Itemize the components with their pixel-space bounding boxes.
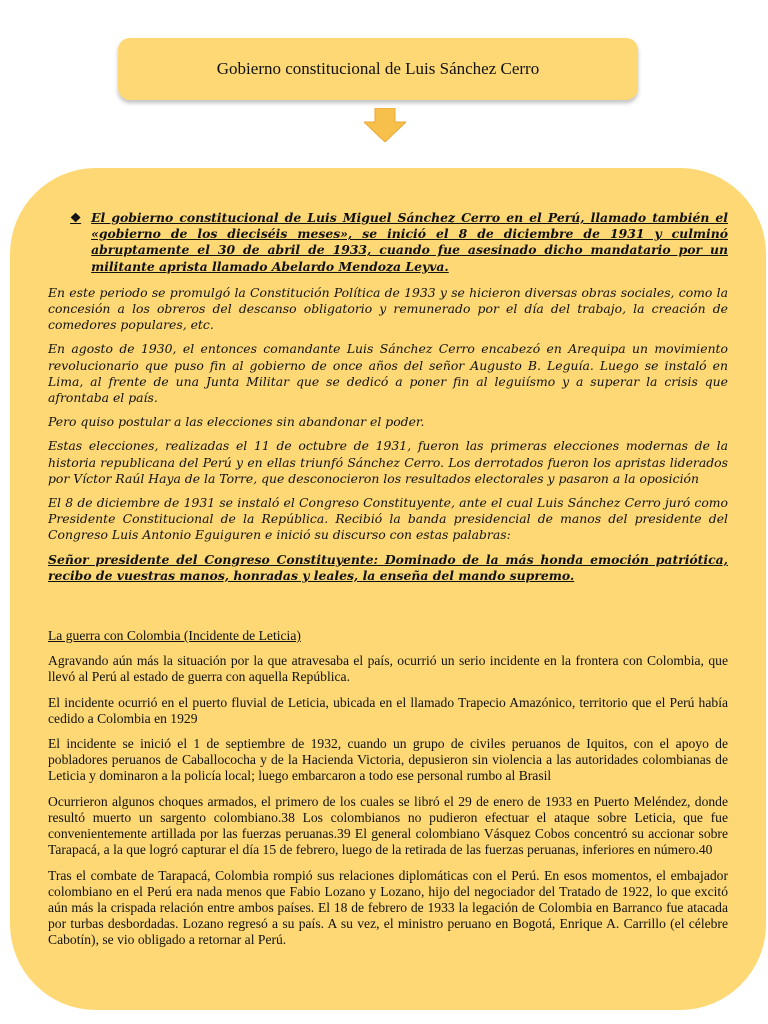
quote: Señor presidente del Congreso Constituyente: Dominado de la más honda emoción patriótica, recibo de vuestras manos, honradas y leales, la enseña del mando supremo. <box>48 551 728 583</box>
paragraph: Estas elecciones, realizadas el 11 de octubre de 1931, fueron las primeras elecciones modernas de la historia republicana del Perú y en ellas triunfó Sánchez Cerro. Los derrotados fueron los apristas liderados por Víctor Raúl Haya de la Torre, que desconocieron los resultados electorales y pasaron a la oposición <box>48 438 728 486</box>
section-paragraph: El incidente ocurrió en el puerto fluvial de Leticia, ubicada en el llamado Trapecio Amazónico, territorio que el Perú había cedido a Colombia en 1929 <box>48 694 728 726</box>
paragraph: En este periodo se promulgó la Constitución Política de 1933 y se hicieron diversas obras sociales, como la concesión a los obreros del descanso obligatorio y remunerado por el día del trabajo, la creación de comedores populares, etc. <box>48 284 728 333</box>
title-box <box>118 38 638 100</box>
section-paragraph: Ocurrieron algunos choques armados, el primero de los cuales se libró el 29 de enero de 1933 en Puerto Meléndez, donde resultó muerto un sargento colombiano.38 Los colombianos no pudieron efectuar el ataque sobre Leticia, que fue convenientemente artillada por las fuerzas peruanas.39 El general colombiano Vásquez Cobos concentró su accionar sobre Tarapacá, a la que logró capturar el día 15 de febrero, luego de la retirada de las fuerzas peruanas, inferiores en número.40 <box>48 793 728 858</box>
section-title: La guerra con Colombia (Incidente de Leticia) <box>48 628 301 644</box>
section-paragraph: El incidente se inició el 1 de septiembre de 1932, cuando un grupo de civiles peruanos de Iquitos, con el apoyo de pobladores peruanos de Caballococha y de la Hacienda Victoria, depusieron sin violencia a las autoridades colombianas de Leticia y dominaron a la policía local; luego embarcaron a todo ese personal rumbo al Brasil <box>48 736 728 784</box>
arrow-down-icon <box>364 108 406 142</box>
paragraph: En agosto de 1930, el entonces comandante Luis Sánchez Cerro encabezó en Arequipa un movimiento revolucionario que puso fin al gobierno de once años del señor Augusto B. Leguía. Luego se instaló en Lima, al frente de una Junta Militar que se dedicó a poner fin al leguiísmo y a superar la crisis que afrontaba el país. <box>48 341 728 406</box>
bullet-item <box>70 210 728 275</box>
bullet-text: El gobierno constitucional de Luis Miguel Sánchez Cerro en el Perú, llamado también el «gobierno de los dieciséis meses», se inició el 8 de diciembre de 1931 y culminó abruptamente el 30 de abril de 1933, cuando fue asesinado dicho mandatario por un militante aprista llamado Abelardo Mendoza Leyva. <box>91 210 728 274</box>
page-title: Gobierno constitucional de Luis Sánchez Cerro <box>216 59 540 78</box>
section-paragraph: Tras el combate de Tarapacá, Colombia rompió sus relaciones diplomáticas con el Perú. En esos momentos, el embajador colombiano en el Perú era nada menos que Fabio Lozano y Lozano, hijo del negociador del Tratado de 1922, lo que excitó aún más la crispada relación entre ambos países. El 18 de febrero de 1933 la legación de Colombia en Barranco fue atacada por turbas desbordadas. Lozano regresó a su país. A su vez, el ministro peruano en Bogotá, Enrique A. Carrillo (el célebre Cabotín), se vio obligado a retornar al Perú. <box>48 867 728 948</box>
section-paragraph: Agravando aún más la situación por la que atravesaba el país, ocurrió un serio incidente en la frontera con Colombia, que llevó al Perú al estado de guerra con aquella República. <box>48 653 728 685</box>
diamond-bullet-icon: ❖ <box>70 210 82 225</box>
paragraph: El 8 de diciembre de 1931 se instaló el Congreso Constituyente, ante el cual Luis Sánchez Cerro juró como Presidente Constitucional de la República. Recibió la banda presidencial de manos del presidente del Congreso Luis Antonio Eguiguren e inició su discurso con estas palabras: <box>48 495 728 543</box>
paragraph: Pero quiso postular a las elecciones sin abandonar el poder. <box>48 414 425 430</box>
content-panel <box>10 168 766 1010</box>
content-body <box>48 210 728 958</box>
